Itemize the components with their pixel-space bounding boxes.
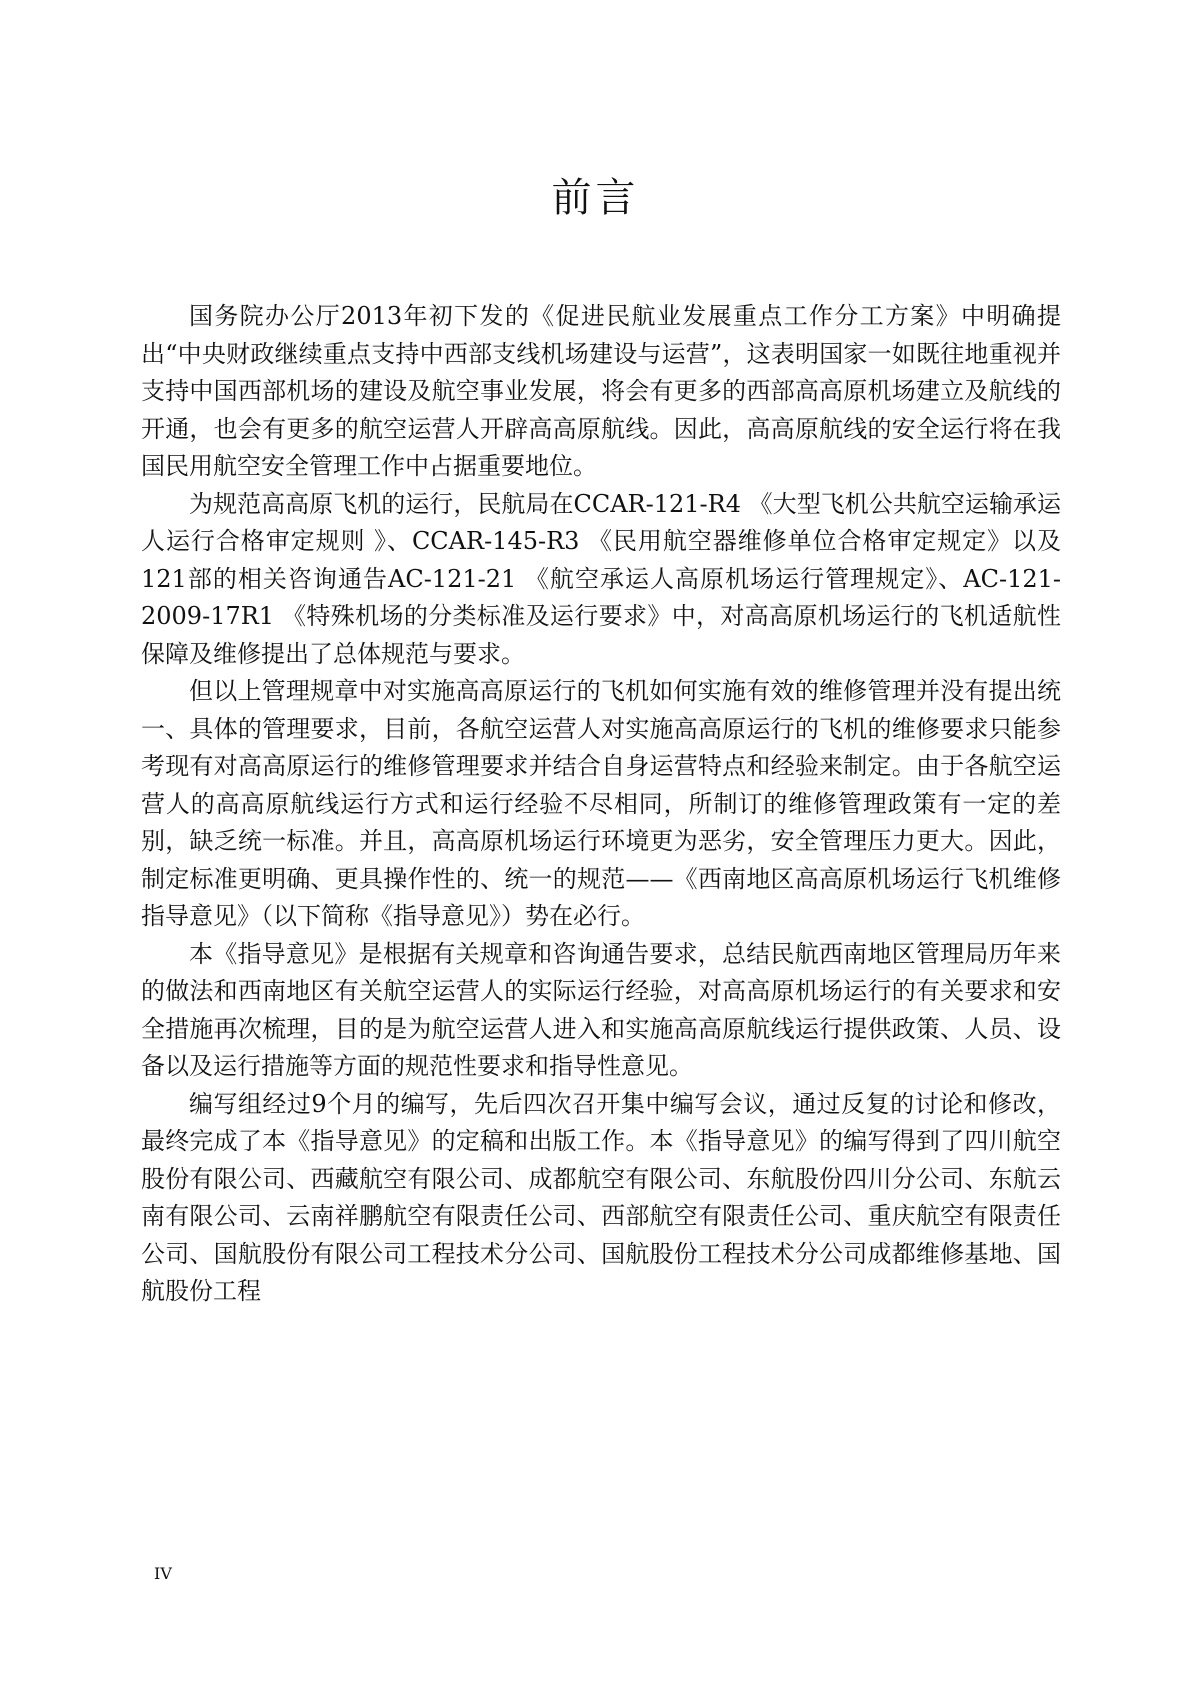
paragraph-4: 本《指导意见》是根据有关规章和咨询通告要求，总结民航西南地区管理局历年来的做法和西南地区有关航空运营人的实际运行经验，对高高原机场运行的有关要求和安全措施再次梳理，目的是为航空运营人进入和实施高高原航线运行提供政策、人员、设备以及运行措施等方面的规范性要求和指导性意见。 (141, 939, 1061, 1080)
page-title: 前言 (551, 175, 640, 221)
paragraph-1: 国务院办公厅2013年初下发的《促进民航业发展重点工作分工方案》中明确提出“中央财政继续重点支持中西部支线机场建设与运营”，这表明国家一如既往地重视并支持中国西部机场的建设及航空事业发展，将会有更多的西部高高原机场建立及航线的开通，也会有更多的航空运营人开辟高高原航线。因此，高高原航线的安全运行将在我国民用航空安全管理工作中占据重要地位。 (141, 302, 1061, 480)
paragraph-3: 但以上管理规章中对实施高高原运行的飞机如何实施有效的维修管理并没有提出统一、具体的管理要求，目前，各航空运营人对实施高高原运行的飞机的维修要求只能参考现有对高高原运行的维修管理要求并结合自身运营特点和经验来制定。由于各航空运营人的高高原航线运行方式和运行经验不尽相同，所制订的维修管理政策有一定的差别，缺乏统一标准。并且，高高原机场运行环境更为恶劣，安全管理压力更大。因此，制定标准更明确、更具操作性的、统一的规范——《西南地区高高原机场运行飞机维修指导意见》（以下简称《指导意见》）势在必行。 (141, 677, 1061, 930)
paragraph-5: 编写组经过9个月的编写，先后四次召开集中编写会议，通过反复的讨论和修改，最终完成了本《指导意见》的定稿和出版工作。本《指导意见》的编写得到了四川航空股份有限公司、西藏航空有限公司、成都航空有限公司、东航股份四川分公司、东航云南有限公司、云南祥鹏航空有限责任公司、西部航空有限责任公司、重庆航空有限责任公司、国航股份有限公司工程技术分公司、国航股份工程技术分公司成都维修基地、国航股份工程 (141, 1089, 1061, 1305)
page-number: IV (154, 1564, 172, 1583)
body-text (141, 298, 1061, 1311)
paragraph-2: 为规范高高原飞机的运行，民航局在CCAR-121-R4 《大型飞机公共航空运输承运人运行合格审定规则 》、CCAR-145-R3 《民用航空器维修单位合格审定规定》以及121部的相关咨询通告AC-121-21 《航空承运人高原机场运行管理规定》、AC-121-2009-17R1 《特殊机场的分类标准及运行要求》中，对高高原机场运行的飞机适航性保障及维修提出了总体规范与要求。 (141, 489, 1061, 668)
